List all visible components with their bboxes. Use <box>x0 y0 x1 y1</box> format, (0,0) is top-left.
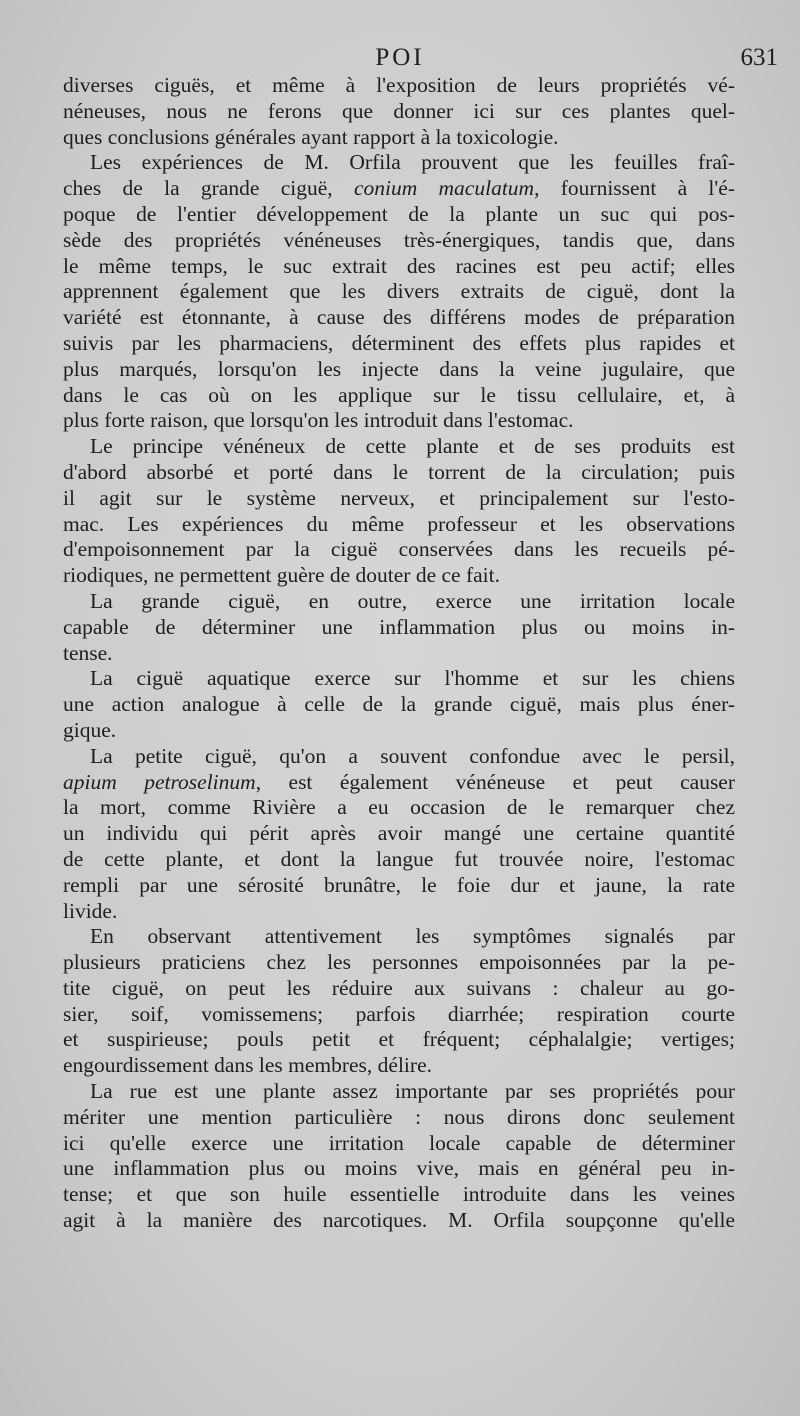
text-line: tense. <box>63 640 113 665</box>
text-line: tite ciguë, on peut les réduire aux suivans : chaleur au go- <box>63 975 735 1000</box>
text-line: La ciguë aquatique exerce sur l'homme et sur les chiens <box>90 666 735 691</box>
text-line: plusieurs praticiens chez les personnes empoisonnées par la pe- <box>63 950 735 975</box>
text-line: de cette plante, et dont la langue fut trouvée noire, l'estomac <box>63 846 735 871</box>
text-line: La rue est une plante assez importante par ses propriétés pour <box>90 1079 735 1104</box>
text-line: plus forte raison, que lorsqu'on les introduit dans l'estomac. <box>63 408 574 433</box>
paragraph <box>63 1079 735 1234</box>
text-line: la mort, comme Rivière a eu occasion de le remarquer chez <box>63 795 735 820</box>
text-line: gique. <box>63 717 117 742</box>
text-line: une inflammation plus ou moins vive, mais en général peu in- <box>63 1156 735 1181</box>
text-line: riodiques, ne permettent guère de douter de ce fait. <box>63 563 500 588</box>
text-line: sier, soif, vomissemens; parfois diarrhée; respiration courte <box>63 1001 735 1026</box>
text-line <box>63 770 735 796</box>
body-text <box>63 73 735 1234</box>
page-number: 631 <box>740 44 778 71</box>
paragraph <box>63 73 735 150</box>
text-line: diverses ciguës, et même à l'exposition de leurs propriétés vé- <box>63 73 735 97</box>
running-title: POI <box>375 44 425 71</box>
text-line: Les expériences de M. Orfila prouvent que les feuilles fraî- <box>90 150 735 175</box>
latin-name: apium petroselinum <box>63 769 256 794</box>
text-line: mériter une mention particulière : nous dirons donc seulement <box>63 1104 735 1129</box>
paragraph <box>63 666 735 743</box>
text-line: ques conclusions générales ayant rapport à la toxicologie. <box>63 124 559 149</box>
text-line: La petite ciguë, qu'on a souvent confondue avec le persil, <box>90 743 735 768</box>
text-line: tense; et que son huile essentielle introduite dans les veines <box>63 1182 735 1207</box>
paragraph <box>63 150 735 434</box>
text-line: suivis par les pharmaciens, déterminent des effets plus rapides et <box>63 330 735 355</box>
text-line: En observant attentivement les symptômes signalés par <box>90 924 735 949</box>
text-line: mac. Les expériences du même professeur et les observations <box>63 511 735 536</box>
text-line: variété est étonnante, à cause des différens modes de préparation <box>63 305 735 330</box>
text-line: et suspirieuse; pouls petit et fréquent; céphalalgie; vertiges; <box>63 1027 735 1052</box>
latin-name: conium maculatum <box>353 176 535 201</box>
text-line: plus marqués, lorsqu'on les injecte dans la veine jugulaire, que <box>63 356 735 381</box>
text-line: d'empoisonnement par la ciguë conservées dans les recueils pé- <box>63 537 735 562</box>
text-line: agit à la manière des narcotiques. M. Orfila soupçonne qu'elle <box>63 1208 735 1233</box>
paragraph <box>63 744 735 925</box>
paragraph <box>63 589 735 666</box>
text-line: engourdissement dans les membres, délire. <box>63 1053 432 1078</box>
text-line <box>63 176 735 202</box>
text-line: rempli par une sérosité brunâtre, le foie dur et jaune, la rate <box>63 872 735 897</box>
paragraph <box>63 924 735 1079</box>
text-segment: , est également vénéneuse et peut causer <box>255 769 736 794</box>
text-line: d'abord absorbé et porté dans le torrent de la circulation; puis <box>63 459 735 484</box>
text-line: poque de l'entier développement de la plante un suc qui pos- <box>63 201 735 226</box>
text-line: livide. <box>63 898 118 923</box>
text-segment: ches de la grande ciguë, <box>63 176 354 201</box>
text-line: Le principe vénéneux de cette plante et de ses produits est <box>90 434 735 459</box>
text-line: apprennent également que les divers extraits de ciguë, dont la <box>63 279 735 304</box>
paragraph <box>63 434 735 589</box>
text-line: néneuses, nous ne ferons que donner ici sur ces plantes quel- <box>63 98 735 123</box>
text-line: une action analogue à celle de la grande ciguë, mais plus éner- <box>63 692 735 717</box>
text-line: il agit sur le système nerveux, et principalement sur l'esto- <box>63 485 735 510</box>
text-line: ici qu'elle exerce une irritation locale capable de déterminer <box>63 1130 735 1155</box>
text-line: un individu qui périt après avoir mangé une certaine quantité <box>63 821 735 846</box>
text-line: sède des propriétés vénéneuses très-énergiques, tandis que, dans <box>63 227 735 252</box>
text-line: dans le cas où on les applique sur le tissu cellulaire, et, à <box>63 382 735 407</box>
text-segment: , fournissent à l'é- <box>534 176 735 201</box>
text-line: le même temps, le suc extrait des racines est peu actif; elles <box>63 253 735 278</box>
text-line: La grande ciguë, en outre, exerce une irritation locale <box>90 588 735 613</box>
text-line: capable de déterminer une inflammation plus ou moins in- <box>63 614 735 639</box>
